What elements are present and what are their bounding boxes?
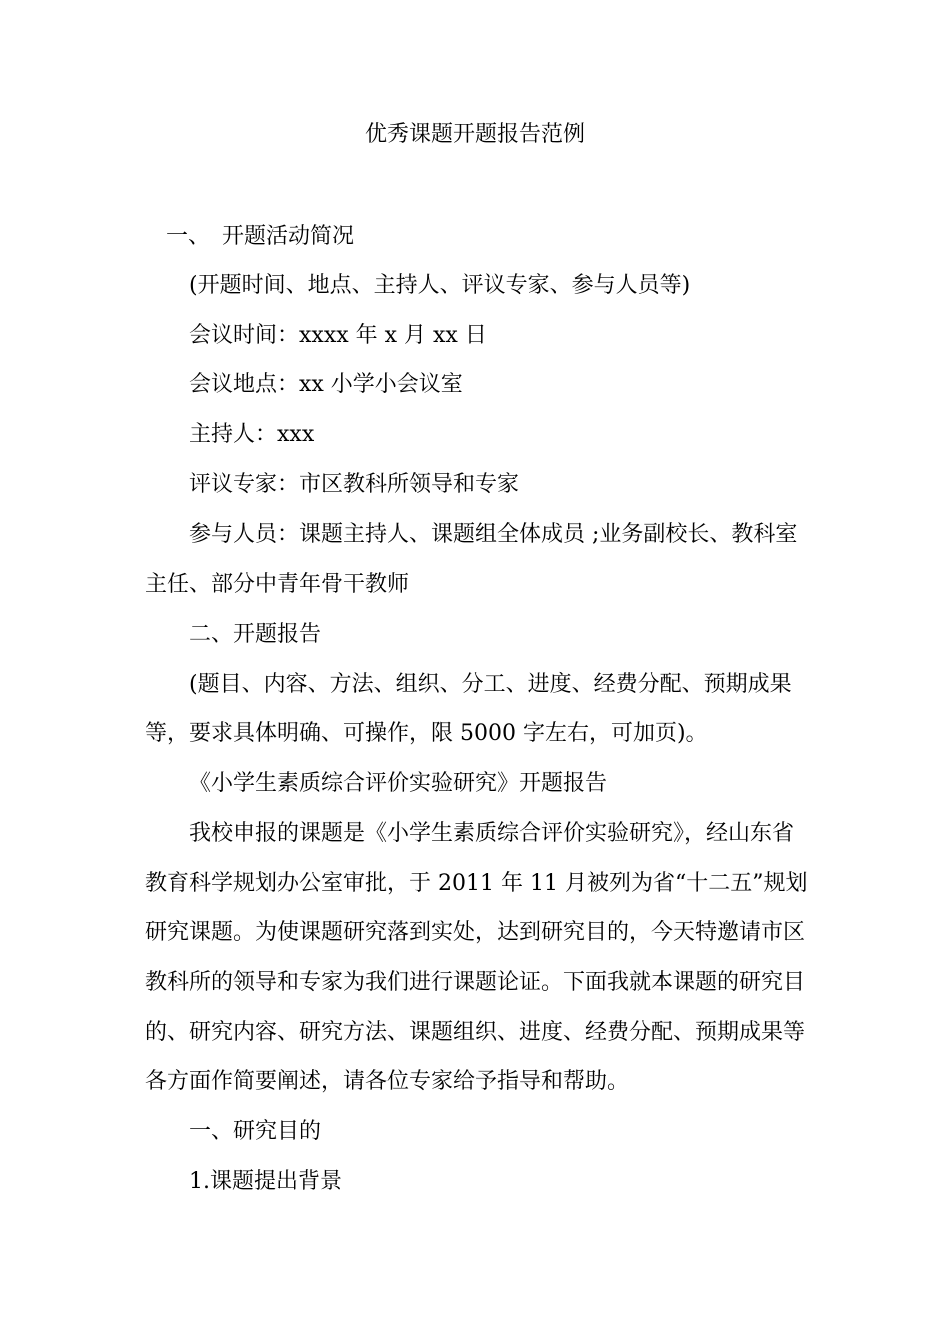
subsection-item: 1.课题提出背景 <box>189 1169 342 1194</box>
meeting-location: 会议地点：xx 小学小会议室 <box>189 372 463 397</box>
document-title: 优秀课题开题报告范例 <box>364 122 585 147</box>
section-2-heading: 二、开题报告 <box>189 622 322 647</box>
paragraph-line: 教科所的领导和专家为我们进行课题论证。下面我就本课题的研究目 <box>145 970 806 995</box>
paragraph-line: (题目、内容、方法、组织、分工、进度、经费分配、预期成果 <box>189 672 792 697</box>
paragraph-line: 我校申报的课题是《小学生素质综合评价实验研究》，经山东省 <box>189 821 795 846</box>
section-1-heading: 开题活动简况 <box>222 224 355 249</box>
report-title: 《小学生素质综合评价实验研究》开题报告 <box>189 771 608 796</box>
meeting-time: 会议时间：xxxx 年 x 月 xx 日 <box>189 323 487 348</box>
paragraph-line: 各方面作简要阐述，请各位专家给予指导和帮助。 <box>145 1069 630 1094</box>
participants-continued: 主任、部分中青年骨干教师 <box>145 572 410 597</box>
participants: 参与人员：课题主持人、课题组全体成员 ;业务副校长、教科室 <box>189 522 798 547</box>
review-experts: 评议专家：市区教科所领导和专家 <box>189 472 520 497</box>
paragraph-line: (开题时间、地点、主持人、评议专家、参与人员等) <box>189 273 691 298</box>
subsection-heading: 一、研究目的 <box>189 1119 322 1144</box>
paragraph-line: 教育科学规划办公室审批，于 2011 年 11 月被列为省“十二五”规划 <box>145 871 808 896</box>
paragraph-line: 研究课题。为使课题研究落到实处，达到研究目的，今天特邀请市区 <box>145 920 806 945</box>
paragraph-line: 的、研究内容、研究方法、课题组织、进度、经费分配、预期成果等 <box>145 1020 806 1045</box>
section-1-number: 一、 <box>166 224 211 249</box>
host: 主持人：xxx <box>189 422 315 447</box>
paragraph-line: 等，要求具体明确、可操作，限 5000 字左右，可加页)。 <box>145 721 708 746</box>
